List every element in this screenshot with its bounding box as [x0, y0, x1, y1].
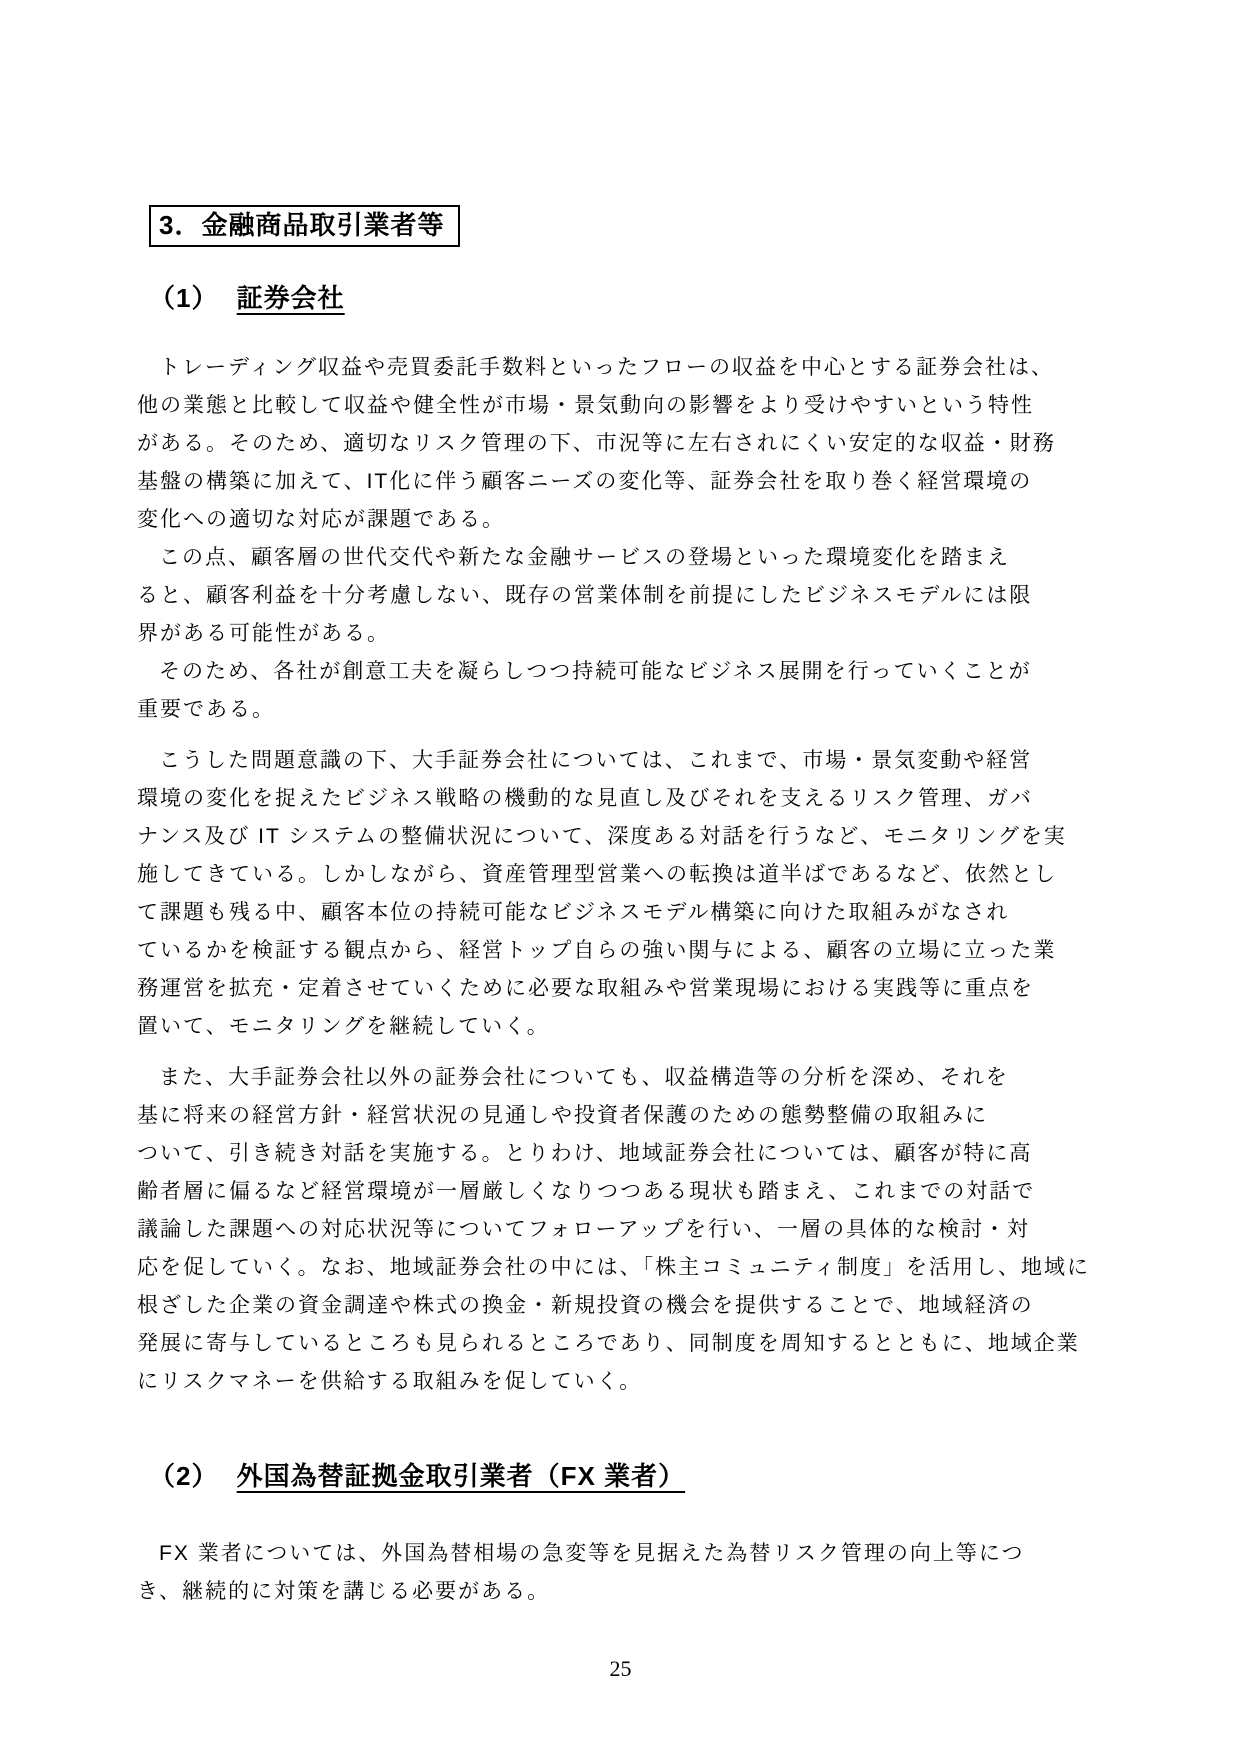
paragraph — [137, 1059, 1109, 1401]
document-content — [137, 205, 1109, 1611]
text-line: FX 業者については、外国為替相場の急変等を見据えた為替リスク管理の向上等につ — [159, 1542, 1025, 1565]
text-line: 重要である。 — [137, 698, 275, 721]
section-2-title: 外国為替証拠金取引業者（FX 業者） — [236, 1461, 686, 1491]
section-2-number: （2） — [149, 1461, 219, 1491]
paragraph — [137, 349, 1109, 539]
text-line: ているかを検証する観点から、経営トップ自らの強い関与による、顧客の立場に立った業 — [137, 939, 1057, 962]
text-line: ると、顧客利益を十分考慮しない、既存の営業体制を前提にしたビジネスモデルには限 — [137, 584, 1033, 607]
text-line: そのため、各社が創意工夫を凝らしつつ持続可能なビジネス展開を行っていくことが — [159, 660, 1032, 683]
text-line: 基盤の構築に加えて、IT化に伴う顧客ニーズの変化等、証券会社を取り巻く経営環境の — [137, 470, 1033, 493]
page-number: 25 — [609, 1656, 632, 1681]
text-line: 置いて、モニタリングを継続していく。 — [137, 1015, 550, 1038]
paragraph — [137, 742, 1109, 1046]
section-1-title: 証券会社 — [236, 283, 345, 313]
section-2-heading — [149, 1461, 1109, 1491]
paragraph — [137, 539, 1109, 653]
text-line: 根ざした企業の資金調達や株式の換金・新規投資の機会を提供することで、地域経済の — [137, 1294, 1034, 1317]
main-heading: 3．金融商品取引業者等 — [159, 210, 445, 240]
text-line: 界がある可能性がある。 — [137, 622, 390, 645]
text-line: 他の業態と比較して収益や健全性が市場・景気動向の影響をより受けやすいという特性 — [137, 394, 1034, 417]
paragraph — [137, 653, 1109, 729]
section-1-heading — [149, 283, 1109, 313]
text-line: 変化への適切な対応が課題である。 — [137, 508, 505, 531]
text-line: 施してきている。しかしながら、資産管理型営業への転換は道半ばであるなど、依然とし — [137, 863, 1057, 886]
text-line: 務運営を拡充・定着させていくために必要な取組みや営業現場における実践等に重点を — [137, 977, 1034, 1000]
text-line: ついて、引き続き対話を実施する。とりわけ、地域証券会社については、顧客が特に高 — [137, 1142, 1033, 1165]
text-line: この点、顧客層の世代交代や新たな金融サービスの登場といった環境変化を踏まえ — [159, 546, 1011, 569]
section-1-body — [137, 349, 1109, 1401]
text-line: き、継続的に対策を講じる必要がある。 — [137, 1580, 551, 1603]
text-line: にリスクマネーを供給する取組みを促していく。 — [137, 1370, 643, 1393]
text-line: 議論した課題への対応状況等についてフォローアップを行い、一層の具体的な検討・対 — [137, 1218, 1031, 1241]
text-line: 環境の変化を捉えたビジネス戦略の機動的な見直し及びそれを支えるリスク管理、ガバ — [137, 787, 1033, 810]
main-heading-box — [149, 205, 460, 247]
text-line: 齢者層に偏るなど経営環境が一層厳しくなりつつある現状も踏まえ、これまでの対話で — [137, 1180, 1036, 1203]
text-line: 応を促していく。なお、地域証券会社の中には、「株主コミュニティ制度」を活用し、地域に — [137, 1256, 1090, 1279]
text-line: ナンス及び IT システムの整備状況について、深度ある対話を行うなど、モニタリングを実 — [137, 825, 1067, 848]
text-line: こうした問題意識の下、大手証券会社については、これまで、市場・景気変動や経営 — [159, 749, 1033, 772]
section-2-body — [137, 1535, 1109, 1611]
text-line: トレーディング収益や売買委託手数料といったフローの収益を中心とする証券会社は、 — [159, 356, 1054, 379]
paragraph — [137, 1535, 1109, 1611]
text-line: て課題も残る中、顧客本位の持続可能なビジネスモデル構築に向けた取組みがなされ — [137, 901, 1010, 924]
text-line: 発展に寄与しているところも見られるところであり、同制度を周知するとともに、地域企業 — [137, 1332, 1080, 1355]
text-line: がある。そのため、適切なリスク管理の下、市況等に左右されにくい安定的な収益・財務 — [137, 432, 1056, 455]
text-line: 基に将来の経営方針・経営状況の見通しや投資者保護のための態勢整備の取組みに — [137, 1104, 988, 1127]
text-line: また、大手証券会社以外の証券会社についても、収益構造等の分析を深め、それを — [159, 1066, 1009, 1089]
section-1-number: （1） — [149, 283, 219, 313]
